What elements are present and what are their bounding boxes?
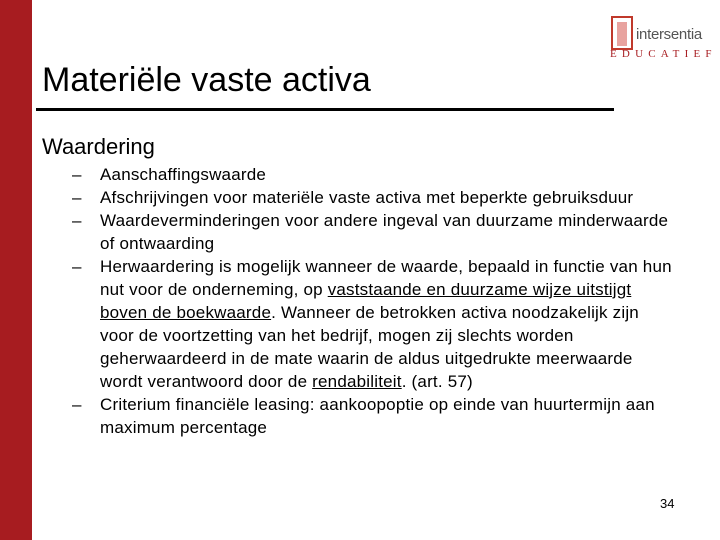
logo-tagline: EDUCATIEF [610, 48, 717, 60]
underlined-phrase-rendabiliteit: rendabiliteit [312, 372, 402, 391]
bullet-text [100, 257, 672, 391]
slide-title: Materiële vaste activa [42, 61, 371, 99]
bullet-text-part: Herwaardering is mogelijk wanneer de waarde, bepaald in functie van hun nut voor de onderneming, op [100, 257, 672, 299]
bullet-item [72, 209, 672, 255]
bullet-item [72, 393, 672, 439]
underlined-phrase-vaststaande: vaststaande en duurzame wijze uitstijgt boven de boekwaarde [100, 280, 632, 322]
page-number: 34 [660, 496, 675, 511]
intersentia-logo [606, 10, 717, 64]
bullet-text-part: . (art. 57) [401, 372, 473, 391]
bullet-text: – Criterium financiële leasing: aankoopoptie op einde van huurtermijn aan maximum percentage [100, 395, 655, 437]
logo-name: intersentia [636, 26, 702, 43]
bullet-text: – Waardeverminderingen voor andere ingeval van duurzame minderwaarde of ontwaarding [100, 211, 669, 253]
logo-mark-icon [611, 16, 633, 50]
bullet-list [72, 163, 672, 439]
bullet-item [72, 163, 672, 186]
bullet-text-part: . Wanneer de betrokken activa noodzakelijk zijn voor de voortzetting van het bedrijf, mogen zij slechts worden geherwaardeerd in de mate waarin de aldus uitgedrukte meerwaarde wordt verantwoord door de [100, 303, 639, 391]
title-underline-rule [36, 108, 614, 111]
bullet-item [72, 255, 672, 393]
bullet-item [72, 186, 672, 209]
side-accent-bar [0, 0, 32, 540]
bullet-text: – Aanschaffingswaarde [100, 165, 267, 184]
bullet-text: – Afschrijvingen voor materiële vaste activa met beperkte gebruiksduur [100, 188, 634, 207]
slide-subtitle: Waardering [42, 134, 155, 159]
